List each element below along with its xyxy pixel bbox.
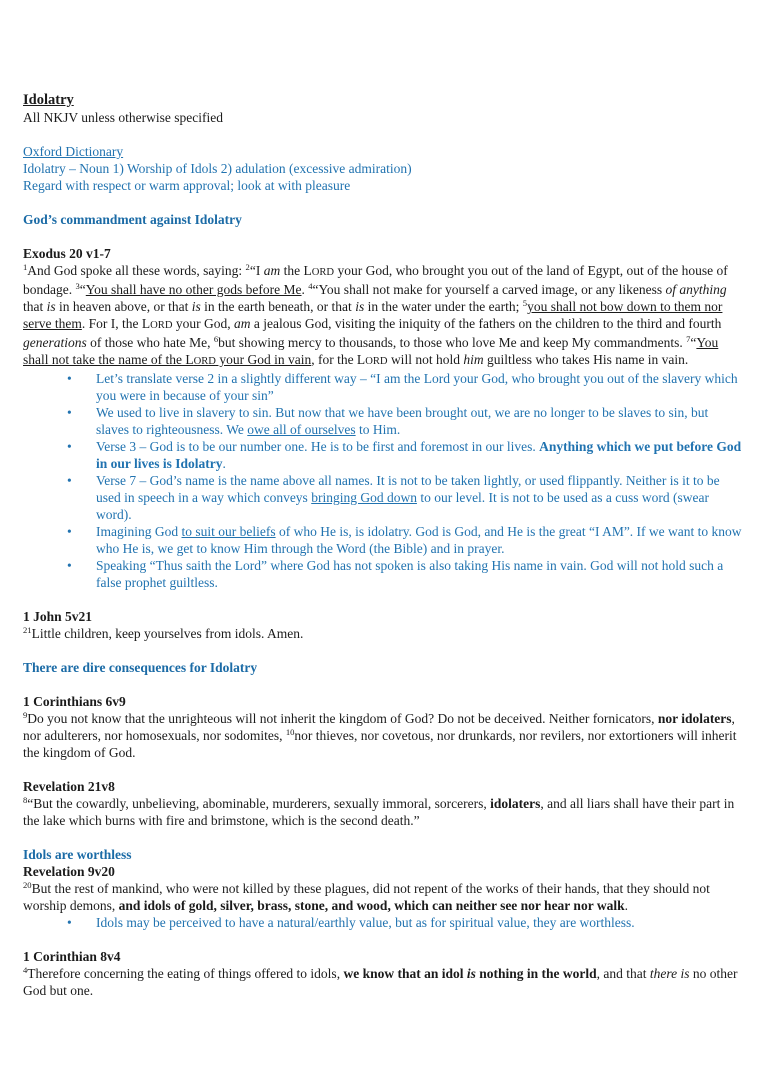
text-run: that [23,299,47,314]
doc-subtitle [23,109,744,126]
text-run: am [233,316,251,331]
oxford-dictionary-link [23,143,744,160]
verse-number: 10 [285,727,295,737]
text-run: Speaking “Thus saith the Lord” where God has not spoken is also taking His name in vain. God will not hold such a false prophet guiltless. [96,558,724,590]
verse-number: 5 [522,298,528,308]
bullet-item [23,472,744,523]
text-run: “But the cowardly, unbelieving, abominable, murderers, sexually immoral, sorcerers, [27,796,491,811]
text-run: nor thieves, nor covetous, nor drunkards, nor revilers, nor extortioners will inherit the kingdom of God. [23,728,737,760]
text-run: Idols may be perceived to have a natural/earthly value, but as for spiritual value, they are worthless. [96,915,635,930]
text-run: “I [249,263,264,278]
verse-number: 1 [23,262,28,272]
verse-text-rev9 [23,880,744,914]
text-run: . [222,456,226,471]
text-run: There are dire consequences for Idolatry [23,660,258,675]
text-run: bringing God down [311,490,417,505]
text-run: “ [690,335,697,350]
bullet-item [23,523,744,557]
definition-line-2 [23,177,744,194]
text-run: is [355,299,365,314]
text-run: 1 John 5v21 [23,609,93,624]
verse-number: 21 [23,625,32,635]
text-run: ORD [193,356,216,367]
verse-heading-1cor8 [23,948,744,965]
verse-text-rev21 [23,795,744,829]
text-run: is [46,299,56,314]
text-run: no other God but one. [23,966,738,998]
text-run: owe all of ourselves [247,422,356,437]
text-run: And God spoke all these words, saying: [27,263,246,278]
document-content [23,92,744,999]
text-run: Idols are worthless [23,847,132,862]
verse-text-1john [23,625,744,642]
text-run: Let’s translate verse 2 in a slightly different way – “I am the Lord your God, who brought you out of the slavery which you were in because of your sin” [96,371,738,403]
text-run: is [191,299,201,314]
bullet-item [23,404,744,438]
verse-number: 20 [23,880,32,890]
commentary-bullets [23,370,744,591]
verse-text-exodus [23,262,744,370]
text-run: , for the L [311,352,366,367]
verse-number: 7 [686,334,691,344]
text-run: idolaters [490,796,541,811]
text-run: the L [280,263,312,278]
text-run: We used to live in slavery to sin. But now that we have been brought out, we are no longer to be slaves to sin, but slaves to righteousness. We [96,405,709,437]
text-run: of anything [665,282,727,297]
text-run: in heaven above, or that [55,299,192,314]
definition-line-1 [23,160,744,177]
text-run: your God, who brought you out of the land of Egypt, out of the house of bondage. [23,263,728,297]
verse-number: 4 [308,281,313,291]
text-run: to Him. [355,422,401,437]
text-run: your God in vain [215,352,312,367]
text-run: . [624,898,628,913]
verse-number: 9 [23,710,28,720]
text-run: him [463,352,484,367]
verse-number: 4 [23,965,28,975]
text-run: will not hold [387,352,464,367]
text-run: guiltless who takes His name in vain. [483,352,689,367]
text-run: Exodus 20 v1-7 [23,246,111,261]
text-run: Little children, keep yourselves from idols. Amen. [31,626,304,641]
text-run: a jealous God, visiting the iniquity of the fathers on the children to the third and fourth [250,316,722,331]
text-run: in the water under the earth; [364,299,523,314]
text-run: “ [79,282,86,297]
text-run: Oxford Dictionary [23,144,124,159]
text-run: to suit our beliefs [181,524,276,539]
bullet-item [23,438,744,472]
text-run: generations [23,335,87,350]
text-run: Do you not know that the unrighteous will not inherit the kingdom of God? Do not be deceived. Neither fornicators, [27,711,658,726]
text-run: but showing mercy to thousands, to those who love Me and keep My commandments. [218,335,687,350]
text-run: of those who hate Me, [86,335,214,350]
text-run: of who He is, is idolatry. God is God, and He is the great “I AM”. If we want to know who He is, we get to know Him through the Word (the Bible) and in prayer. [96,524,742,556]
text-run: Idolatry – Noun 1) Worship of Idols 2) adulation (excessive admiration) [23,161,412,176]
verse-number: 6 [213,334,219,344]
text-run: and idols of gold, silver, brass, stone, and wood, which can neither see nor hear nor walk [118,898,625,913]
text-run: ORD [150,320,173,331]
section-heading-consequences [23,659,744,676]
text-run: Revelation 9v20 [23,864,115,879]
bullet-item [23,914,744,931]
bullet-item [23,557,744,591]
text-run: 1 Corinthian 8v4 [23,949,121,964]
verse-number: 3 [75,281,80,291]
text-run: we know that an idol [343,966,467,981]
text-run: “You shall not make for yourself a carved image, or any likeness [312,282,666,297]
verse-text-1cor8 [23,965,744,999]
worthless-bullets [23,914,744,931]
verse-heading-exodus [23,245,744,262]
text-run: You shall have no other gods before Me [85,282,302,297]
text-run: Verse 3 – God is to be our number one. He is to be first and foremost in our lives. [96,439,540,454]
text-run: am [263,263,281,278]
text-run: Imagining God [96,524,182,539]
text-run: Idolatry [23,92,74,108]
verse-heading-1john [23,608,744,625]
text-run: Therefore concerning the eating of things offered to idols, [27,966,344,981]
verse-heading-rev9 [23,863,744,880]
text-run: there is [649,966,690,981]
verse-number: 2 [245,262,250,272]
text-run: God’s commandment against Idolatry [23,212,242,227]
text-run: to our level. It is not to be used as a cuss word (swear word). [96,490,710,522]
text-run: But the rest of mankind, who were not killed by these plagues, did not repent of the works of their hands, that they should not worship demons, [23,881,710,913]
text-run: , nor adulterers, nor homosexuals, nor sodomites, [23,711,735,743]
text-run: Regard with respect or warm approval; look at with pleasure [23,178,351,193]
bullet-item [23,370,744,404]
text-run: ORD [311,267,335,278]
text-run: All NKJV unless otherwise specified [23,110,223,125]
verse-text-1cor6 [23,710,744,761]
text-run: , and all liars shall have their part in the lake which burns with fire and brimstone, which is the second death.” [23,796,735,828]
doc-title [23,92,744,109]
verse-heading-rev21 [23,778,744,795]
text-run: is [466,966,476,981]
text-run: Verse 7 – God’s name is the name above all names. It is not to be taken lightly, or used flippantly. Neither is it to be used in speech in a way which conveys [96,473,720,505]
text-run: . [301,282,309,297]
text-run: in the earth beneath, or that [200,299,356,314]
text-run: ORD [365,356,388,367]
text-run: Anything which we put before God in our lives is Idolatry [96,439,742,471]
text-run: nor idolaters [657,711,732,726]
text-run: nothing in the world [475,966,597,981]
text-run: Revelation 21v8 [23,779,115,794]
verse-number: 8 [23,795,28,805]
verse-heading-1cor6 [23,693,744,710]
text-run: , and that [596,966,650,981]
text-run: you shall not bow down to them nor serve them [23,299,723,331]
section-heading-worthless [23,846,744,863]
text-run: your God, [172,316,234,331]
text-run: 1 Corinthians 6v9 [23,694,126,709]
text-run: . For I, the L [81,316,151,331]
text-run: You shall not take the name of the L [23,335,719,367]
section-heading-commandment [23,211,744,228]
